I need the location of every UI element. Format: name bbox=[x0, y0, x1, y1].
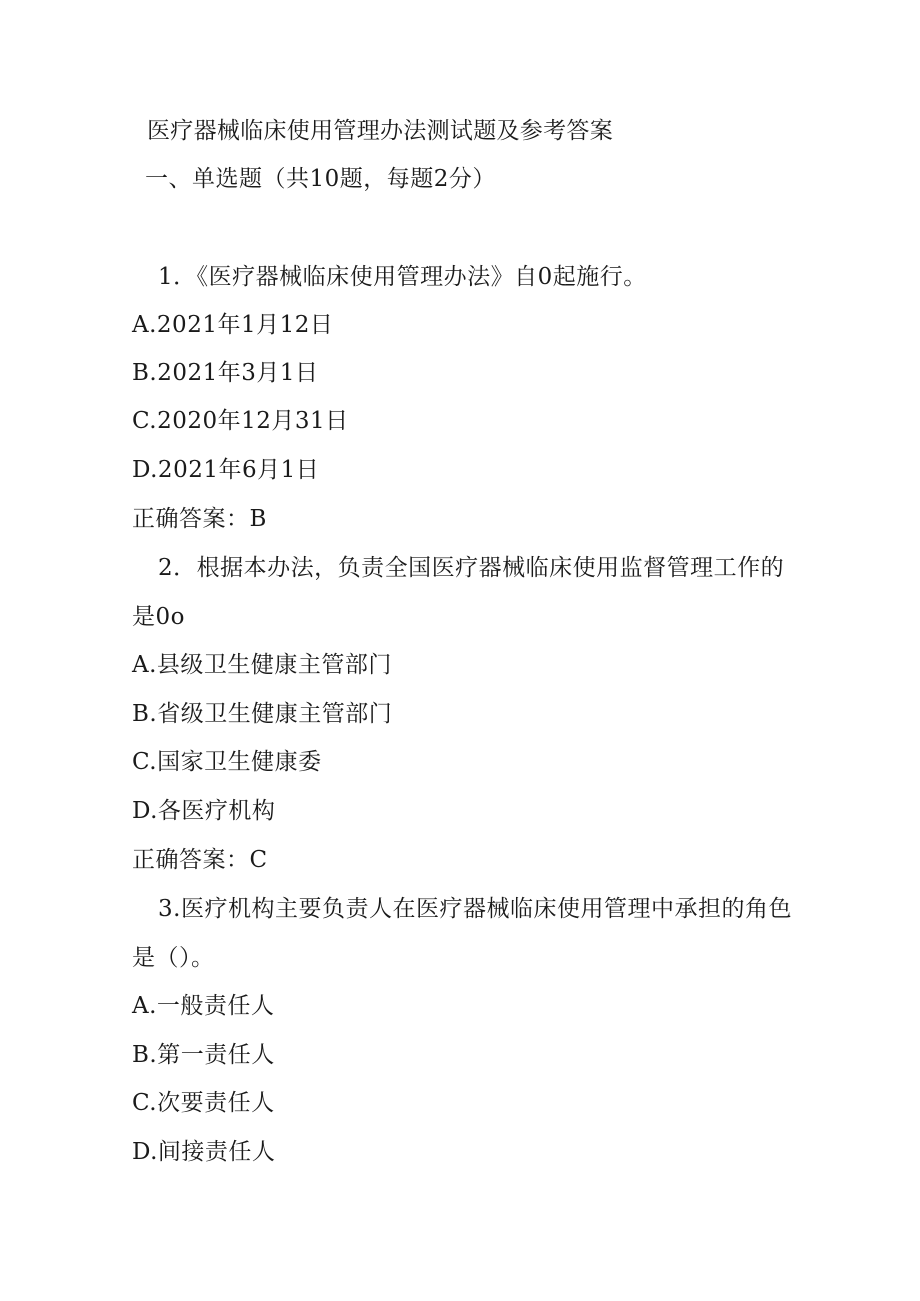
question-1-stem: 1．《医疗器械临床使用管理办法》自0起施行。 bbox=[158, 264, 647, 290]
question-3-stem: 3.医疗机构主要负责人在医疗器械临床使用管理中承担的角色 bbox=[158, 896, 792, 922]
section-heading: 一、单选题（共10题，每题2分） bbox=[145, 166, 496, 192]
question-2-option-c: C.国家卫生健康委 bbox=[132, 749, 322, 775]
question-1-option-d: D.2021年6月1日 bbox=[132, 457, 320, 483]
question-2-option-a: A.县级卫生健康主管部门 bbox=[132, 652, 392, 678]
question-3-option-a: A.一般责任人 bbox=[132, 993, 275, 1019]
document-title: 医疗器械临床使用管理办法测试题及参考答案 bbox=[147, 118, 613, 144]
question-2-stem: 2．根据本办法，负责全国医疗器械临床使用监督管理工作的 bbox=[158, 555, 785, 581]
question-1-answer: 正确答案：B bbox=[132, 506, 267, 532]
question-2-stem-continued: 是0o bbox=[132, 604, 185, 630]
question-2-option-b: B.省级卫生健康主管部门 bbox=[132, 701, 393, 727]
question-2-answer: 正确答案：C bbox=[132, 847, 268, 873]
question-1-option-a: A.2021年1月12日 bbox=[132, 312, 334, 338]
question-1-option-c: C.2020年12月31日 bbox=[132, 408, 349, 434]
question-3-option-c: C.次要责任人 bbox=[132, 1090, 275, 1116]
question-2-option-d: D.各医疗机构 bbox=[132, 798, 276, 824]
question-3-option-b: B.第一责任人 bbox=[132, 1042, 275, 1068]
question-3-stem-continued: 是（）。 bbox=[132, 945, 215, 971]
question-3-option-d: D.间接责任人 bbox=[132, 1139, 276, 1165]
question-1-option-b: B.2021年3月1日 bbox=[132, 360, 319, 386]
